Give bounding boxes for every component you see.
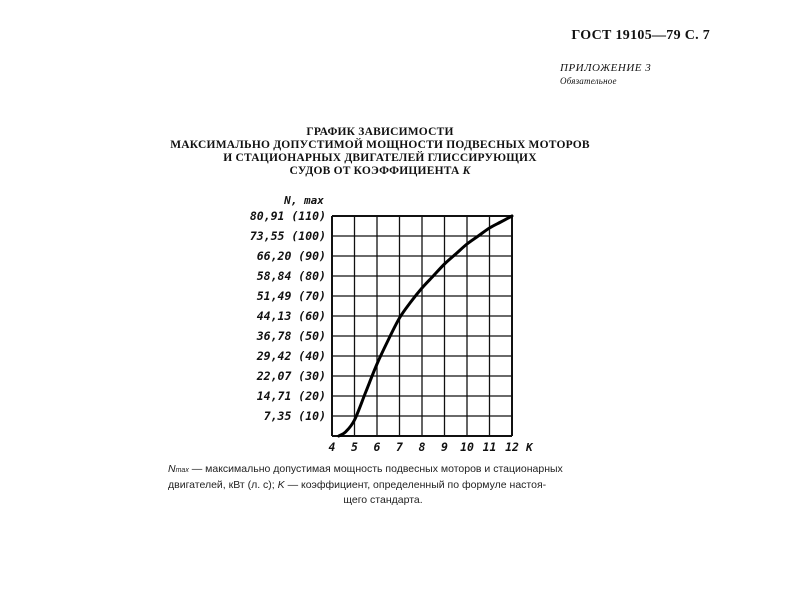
y-tick-label: 7,35 (10) xyxy=(263,409,326,423)
title-symbol: K xyxy=(462,165,471,177)
title-line-4-text: СУДОВ ОТ КОЭФФИЦИЕНТА xyxy=(289,165,460,177)
x-tick-label: 11 xyxy=(482,440,497,454)
y-tick-label: 80,91 (110) xyxy=(249,209,326,223)
y-tick-label: 36,78 (50) xyxy=(256,329,326,343)
footnote-text-2a: двигателей, кВт (л. с); xyxy=(168,479,278,491)
y-axis-label: N, max xyxy=(284,194,324,207)
y-tick-label: 44,13 (60) xyxy=(256,309,326,323)
x-tick-label: 12 xyxy=(505,440,519,454)
appendix-note: Обязательное xyxy=(560,76,617,86)
y-tick-label: 14,71 (20) xyxy=(256,389,326,403)
title-line-2: МАКСИМАЛЬНО ДОПУСТИМОЙ МОЩНОСТИ ПОДВЕСНЫХ МОТОРОВ xyxy=(170,139,590,151)
y-tick-label: 58,84 (80) xyxy=(256,269,326,283)
footnote-text-2b: — коэффициент, определенный по формуле настоя- xyxy=(284,479,547,491)
footnote-symbol-sub: max xyxy=(175,467,189,474)
series-line xyxy=(339,216,512,436)
footnote-line-3: щего стандарта. xyxy=(343,494,423,506)
footnote xyxy=(168,462,628,508)
standard-code: ГОСТ 19105—79 С. 7 xyxy=(571,28,710,43)
footnote-line-1 xyxy=(168,462,628,478)
footnote-symbol-k: K xyxy=(277,479,285,491)
y-tick-label: 51,49 (70) xyxy=(256,289,326,303)
footnote-symbol: N xyxy=(168,463,176,475)
footnote-line-2 xyxy=(168,478,628,493)
y-tick-label: 22,07 (30) xyxy=(256,369,326,383)
title-line-3: И СТАЦИОНАРНЫХ ДВИГАТЕЛЕЙ ГЛИССИРУЮЩИХ xyxy=(223,152,537,164)
footnote-text-1: — максимально допустимая мощность подвесных моторов и стационарных xyxy=(188,463,563,475)
x-tick-label: 9 xyxy=(441,440,448,454)
x-tick-label: 7 xyxy=(396,440,403,454)
x-tick-label: 6 xyxy=(373,440,381,454)
y-tick-label: 66,20 (90) xyxy=(256,249,326,263)
x-tick-label: 8 xyxy=(418,440,426,454)
x-tick-label: 4 xyxy=(328,440,336,454)
x-tick-label: 10 xyxy=(460,440,474,454)
x-axis-label: K xyxy=(526,441,533,454)
x-tick-label: 5 xyxy=(351,440,358,454)
y-tick-label: 29,42 (40) xyxy=(256,349,326,363)
y-tick-label: 73,55 (100) xyxy=(249,229,326,243)
appendix-title: ПРИЛОЖЕНИЕ 3 xyxy=(560,62,652,74)
title-line-1: ГРАФИК ЗАВИСИМОСТИ xyxy=(306,126,454,138)
